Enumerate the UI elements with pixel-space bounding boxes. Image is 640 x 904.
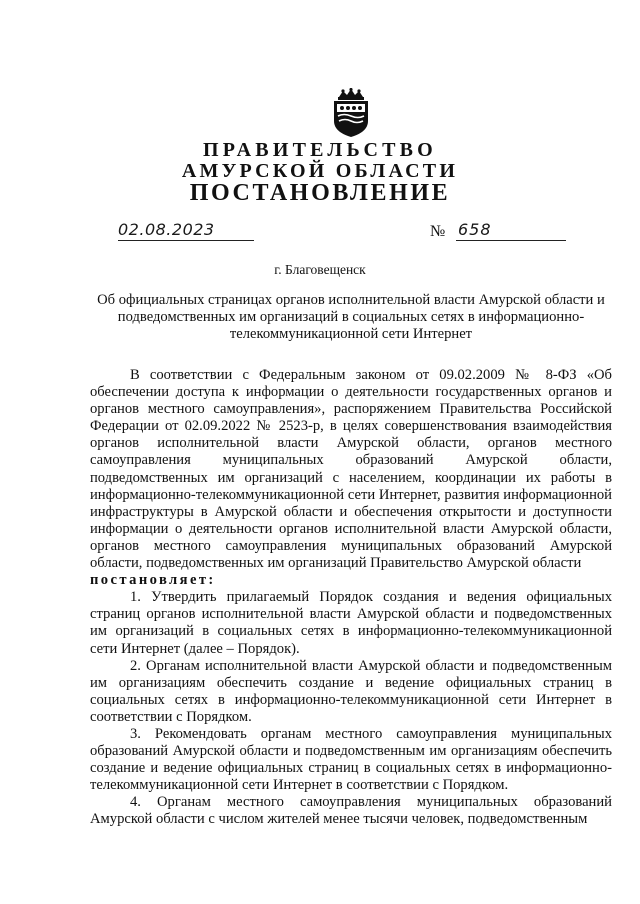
government-name-line1: ПРАВИТЕЛЬСТВО <box>203 139 437 161</box>
city: г. Благовещенск <box>274 262 366 277</box>
number-label: № <box>430 223 446 240</box>
list-item: 2. Органам исполнительной власти Амурской области и подведомственным им организациям обеспечить создание и ведение официальных страниц в социальных сетях в информационно-телекоммуникационной сети Интернет в соответствии с Порядком. <box>90 657 612 725</box>
preamble: В соответствии с Федеральным законом от 09.02.2009 № 8-ФЗ «Об обеспечении доступа к информации о деятельности государственных органов и органов местного самоуправления», распоряжением Правительства Российской Федерации от 02.09.2022 № 2523-р, в целях совершенствования взаимодействия органов исполнительной власти Амурской области, органов местного самоуправления муниципальных образований Амурской области, подведомственных им организаций с населением, координации их работы в информационно-телекоммуникационной сети Интернет, развития информационной инфраструктуры в Амурской области и обеспечения открытости и доступности информации о деятельности органов исполнительной власти Амурской области, органов местного самоуправления муниципальных образований Амурской области, подведомственных им организаций Правительство Амурской области <box>90 367 612 572</box>
number-underline <box>456 240 566 241</box>
date-underline <box>118 240 254 241</box>
coat-of-arms-icon <box>329 88 373 138</box>
list-item: 4. Органам местного самоуправления муниципальных образований Амурской области с числом жителей менее тысячи человек, подведомственным <box>90 794 612 828</box>
resolves-word: постановляет: <box>90 572 216 589</box>
document-title: Об официальных страницах органов исполнительной власти Амурской области и подведомственных им организаций в социальных сетях в информационно-телекоммуникационной сети Интернет <box>97 292 605 342</box>
document-body <box>90 367 612 829</box>
government-name-line2: АМУРСКОЙ ОБЛАСТИ <box>181 160 459 182</box>
document-type: ПОСТАНОВЛЕНИЕ <box>189 180 451 206</box>
document-number: 658 <box>458 220 492 239</box>
list-item: 3. Рекомендовать органам местного самоуправления муниципальных образований Амурской области и подведомственным им организациям обеспечить создание и ведение официальных страниц в социальных сетях в информационно-телекоммуникационной сети Интернет в соответствии с Порядком. <box>90 725 612 794</box>
list-item: 1. Утвердить прилагаемый Порядок создания и ведения официальных страниц органов исполнительной власти Амурской области и подведомственных им организаций в социальных сетях в информационно-телекоммуникационной сети Интернет (далее – Порядок). <box>90 589 612 657</box>
document-date: 02.08.2023 <box>118 220 215 239</box>
